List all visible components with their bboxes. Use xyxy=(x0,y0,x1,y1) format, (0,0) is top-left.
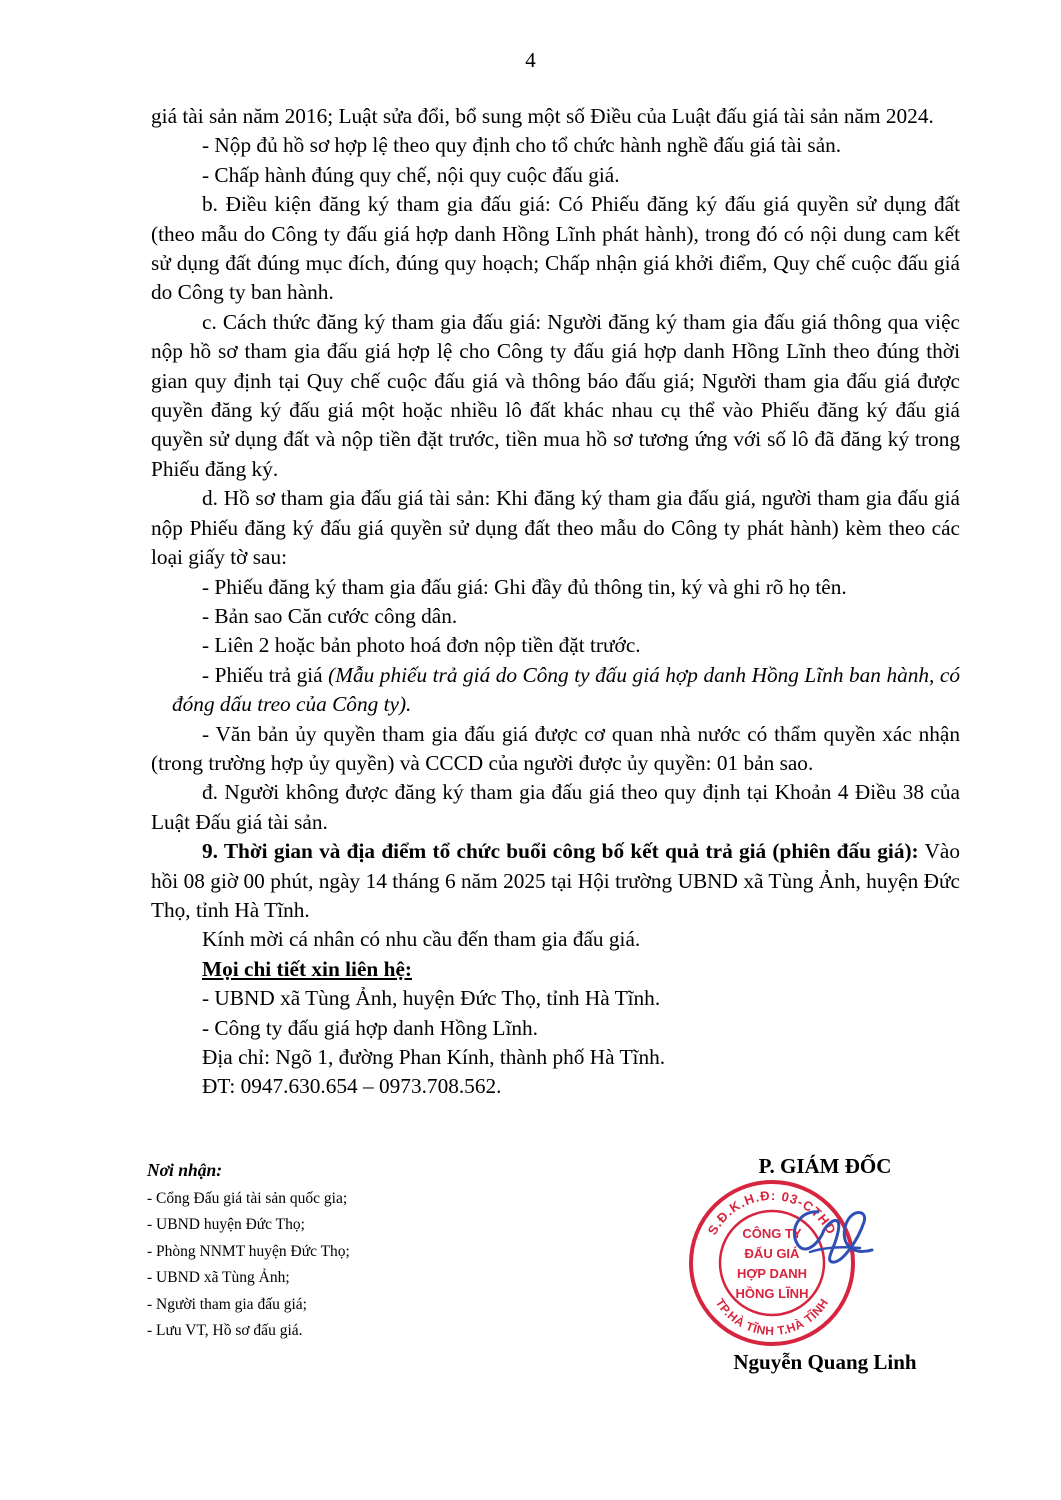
seal-line: HỒNG LĨNH xyxy=(735,1286,809,1301)
paragraph-registration-form: - Phiếu đăng ký tham gia đấu giá: Ghi đầy đủ thông tin, ký và ghi rõ họ tên. xyxy=(202,574,847,599)
seal-bottom-text: TP.HÀ TĨNH T.HÀ TĨNH xyxy=(712,1295,832,1339)
bid-form-note: (Mẫu phiếu trả giá do Công ty đấu giá hợp danh Hồng Lĩnh ban hành, có đóng dấu treo của Công ty). xyxy=(172,662,960,717)
recipient-item: - UBND xã Tùng Ảnh; xyxy=(147,1269,290,1287)
signer-name: Nguyễn Quang Linh xyxy=(733,1350,917,1374)
seal-line: CÔNG TY xyxy=(742,1226,802,1241)
recipient-item: - UBND huyện Đức Thọ; xyxy=(147,1216,305,1234)
paragraph-deposit-invoice: - Liên 2 hoặc bản photo hoá đơn nộp tiền đặt trước. xyxy=(202,633,641,658)
paragraph-law-reference: giá tài sản năm 2016; Luật sửa đổi, bổ sung một số Điều của Luật đấu giá tài sản năm 2024. xyxy=(151,104,934,128)
recipient-item: - Người tham gia đấu giá; xyxy=(147,1295,307,1313)
signer-title: P. GIÁM ĐỐC xyxy=(758,1154,892,1178)
auction-time-heading: 9. Thời gian và địa điểm tổ chức buổi công bố kết quả trả giá (phiên đấu giá): xyxy=(202,839,919,864)
paragraph-id-copy: - Bản sao Căn cước công dân. xyxy=(202,603,458,628)
paragraph-invitation: Kính mời cá nhân có nhu cầu đến tham gia đấu giá. xyxy=(202,927,641,952)
paragraph-registration-conditions: b. Điều kiện đăng ký tham gia đấu giá: Có Phiếu đăng ký đấu giá quyền sử dụng đất (theo mẫu do Công ty đấu giá hợp danh Hồng Lĩnh phát hành), trong đó có nội dung cam kết sử dụng đất đúng mục đích, đúng quy hoạch; Chấp nhận giá khởi điểm, Quy chế cuộc đấu giá do Công ty ban hành. xyxy=(151,192,960,305)
paragraph-submit-dossier: - Nộp đủ hồ sơ hợp lệ theo quy định cho tổ chức hành nghề đấu giá tài sản. xyxy=(202,133,842,158)
contact-line: - UBND xã Tùng Ảnh, huyện Đức Thọ, tỉnh Hà Tĩnh. xyxy=(202,986,661,1011)
auction-time-detail: Vào hồi 08 giờ 00 phút, ngày 14 tháng 6 năm 2025 tại Hội trường UBND xã Tùng Ảnh, huyện Đức Thọ, tỉnh Hà Tĩnh. xyxy=(151,839,960,922)
bid-form-label: - Phiếu trả giá xyxy=(202,662,329,687)
seal-outer-text: S.Đ.K.H.Đ: 03-CTHD xyxy=(704,1187,840,1238)
paragraph-dossier: d. Hồ sơ tham gia đấu giá tài sản: Khi đăng ký tham gia đấu giá, người tham gia đấu giá nộp Phiếu đăng ký đấu giá quyền sử dụng đất theo mẫu do Công ty phát hành) kèm theo các loại giấy tờ sau: xyxy=(151,486,960,570)
document-body xyxy=(151,102,960,1102)
paragraph-auction-time xyxy=(151,837,960,925)
contact-title: Mọi chi tiết xin liên hệ: xyxy=(202,956,412,981)
handwritten-signature xyxy=(780,1190,880,1280)
contact-phone: ĐT: 0947.630.654 – 0973.708.562. xyxy=(202,1074,502,1099)
recipients-title: Nơi nhận: xyxy=(147,1160,223,1180)
paragraph-bid-form xyxy=(151,661,960,720)
recipient-item: - Cổng Đấu giá tài sản quốc gia; xyxy=(147,1190,348,1207)
seal-line: ĐẤU GIÁ xyxy=(744,1246,800,1261)
paragraph-registration-method: c. Cách thức đăng ký tham gia đấu giá: Người đăng ký tham gia đấu giá thông qua việc nộp hồ sơ tham gia đấu giá hợp lệ cho Công ty đấu giá hợp danh Hồng Lĩnh theo đúng thời gian quy định tại Quy chế cuộc đấu giá và thông báo đấu giá; Người tham gia đấu giá được quyền đăng ký đấu giá một hoặc nhiều lô đất khác nhau cụ thể vào Phiếu đăng ký đấu giá quyền sử dụng đất và nộp tiền đặt trước, tiền mua hồ sơ tương ứng với số lô đã đăng ký trong Phiếu đăng ký. xyxy=(151,309,960,481)
recipient-item: - Lưu VT, Hồ sơ đấu giá. xyxy=(147,1322,303,1340)
paragraph-ineligible: đ. Người không được đăng ký tham gia đấu giá theo quy định tại Khoản 4 Điều 38 của Luật Đấu giá tài sản. xyxy=(151,780,960,834)
seal-line: HỢP DANH xyxy=(736,1266,808,1281)
recipient-item: - Phòng NNMT huyện Đức Thọ; xyxy=(147,1242,350,1260)
contact-address: Địa chỉ: Ngõ 1, đường Phan Kính, thành phố Hà Tĩnh. xyxy=(202,1045,666,1069)
paragraph-authorization: - Văn bản ủy quyền tham gia đấu giá được cơ quan nhà nước có thẩm quyền xác nhận (trong trường hợp ủy quyền) và CCCD của người được ủy quyền: 01 bản sao. xyxy=(151,721,960,775)
contact-line: - Công ty đấu giá hợp danh Hồng Lĩnh. xyxy=(202,1015,538,1040)
paragraph-comply-rules: - Chấp hành đúng quy chế, nội quy cuộc đấu giá. xyxy=(202,162,620,187)
page-number: 4 xyxy=(525,48,536,72)
recipients-block xyxy=(147,1156,567,1344)
